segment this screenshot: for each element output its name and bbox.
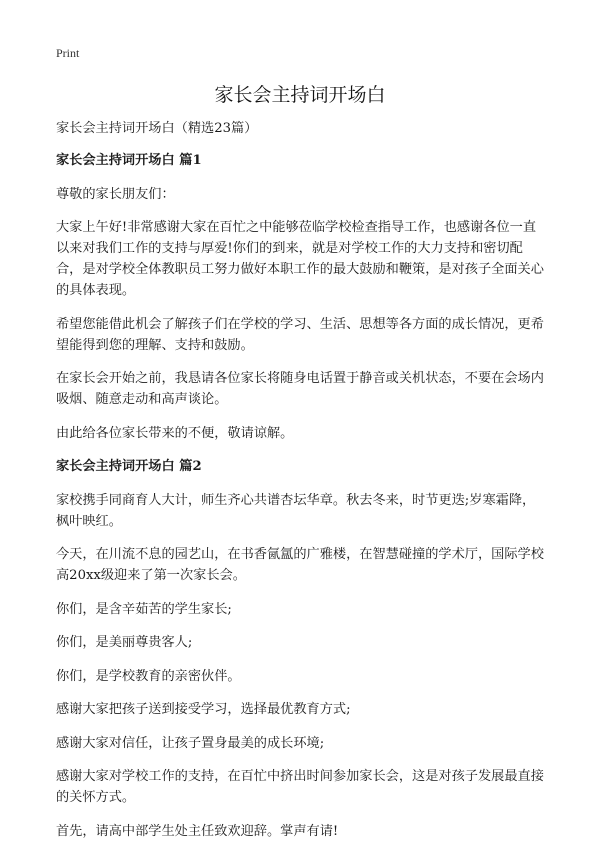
paragraph: 在家长会开始之前，我恳请各位家长将随身电话置于静音或关机状态，不要在会场内吸烟、随意走动和高声谈论。 <box>56 371 544 407</box>
paragraph: 你们，是美丽尊贵客人; <box>56 635 193 650</box>
paragraph: 感谢大家对信任，让孩子置身最美的成长环境; <box>56 735 325 751</box>
paragraph: 今天，在川流不息的园艺山，在书香氤氲的广雅楼，在智慧碰撞的学术厅，国际学校高20xx级迎来了第一次家长会。 <box>56 547 544 583</box>
paragraph: 感谢大家把孩子送到接受学习，选择最优教育方式; <box>56 702 351 717</box>
document-subtitle: 家长会主持词开场白（精选23篇） <box>56 121 258 136</box>
paragraph: 尊敬的家长朋友们： <box>56 186 175 202</box>
paragraph: 希望您能借此机会了解孩子们在学校的学习、生活、思想等各方面的成长情况，更希望能得到您的理解、支持和鼓励。 <box>56 316 544 353</box>
page-title: 家长会主持词开场白 <box>214 84 386 106</box>
paragraph: 由此给各位家长带来的不便，敬请谅解。 <box>56 425 294 441</box>
document-body <box>56 118 546 854</box>
section-heading: 家长会主持词开场白 篇2 <box>56 459 202 474</box>
paragraph: 大家上午好!非常感谢大家在百忙之中能够莅临学校检查指导工作，也感谢各位一直以来对我们工作的支持与厚爱!你们的到来，就是对学校工作的大力支持和密切配合，是对学校全体教职员工努力做好本职工作的最大鼓励和鞭策，是对孩子全面关心的具体表现。 <box>56 220 544 298</box>
paragraph: 感谢大家对学校工作的支持，在百忙中挤出时间参加家长会，这是对孩子发展最直接的关怀方式。 <box>56 769 544 805</box>
paragraph: 首先，请高中部学生处主任致欢迎辞。掌声有请! <box>56 823 339 839</box>
section-heading: 家长会主持词开场白 篇1 <box>56 153 202 168</box>
paragraph: 你们，是学校教育的亲密伙伴。 <box>56 668 241 684</box>
print-link[interactable]: Print <box>56 46 80 60</box>
paragraph: 你们，是含辛茹苦的学生家长; <box>56 601 232 617</box>
paragraph: 家校携手同商育人大计，师生齐心共谱杏坛华章。秋去冬来，时节更迭;岁寒霜降，枫叶映红。 <box>56 492 536 529</box>
